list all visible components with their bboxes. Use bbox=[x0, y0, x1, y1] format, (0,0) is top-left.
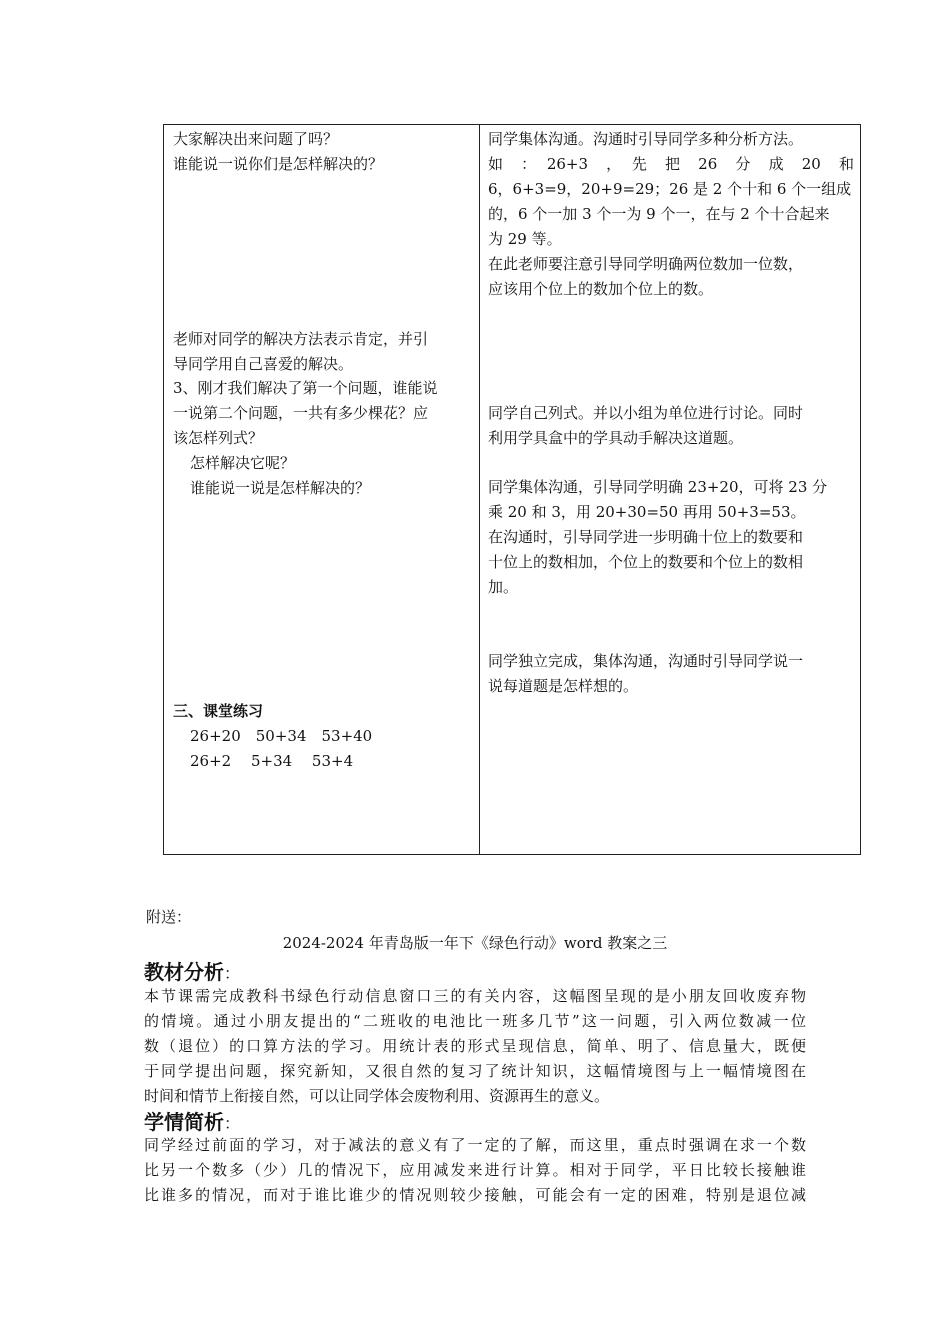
paragraph-line: 比谁多的情况，而对于谁比谁少的情况则较少接触，可能会有一定的困难，特别是退位减 bbox=[144, 1186, 806, 1204]
paragraph-line: 本节课需完成教科书绿色行动信息窗口三的有关内容，这幅图呈现的是小朋友回收废弃物 bbox=[144, 987, 806, 1005]
paragraph-line: 比另一个数多（少）几的情况下，应用减发来进行计算。相对于同学，平日比较长接触谁 bbox=[144, 1161, 806, 1179]
appendix-label: 附送： bbox=[146, 908, 192, 926]
heading-text: 教材分析 bbox=[144, 960, 224, 984]
teacher-line: 导同学用自己喜爱的解决。 bbox=[173, 355, 354, 373]
student-line: 同学集体沟通。沟通时引导同学多种分析方法。 bbox=[488, 130, 804, 148]
student-line: 为 29 等。 bbox=[488, 230, 562, 248]
teacher-line: 老师对同学的解决方法表示肯定，并引 bbox=[173, 330, 429, 348]
paragraph-line: 于同学提出问题，探究新知，又很自然的复习了统计知识，这幅情境图与上一幅情境图在 bbox=[144, 1062, 806, 1080]
document-title: 2024-2024 年青岛版一年下《绿色行动》word 教案之三 bbox=[282, 934, 668, 952]
heading-text: 学情简析 bbox=[144, 1110, 224, 1134]
column-divider bbox=[479, 125, 480, 854]
practice-row: 26+20 50+34 53+40 bbox=[190, 727, 373, 745]
teacher-line: 怎样解决它呢？ bbox=[190, 454, 296, 472]
student-line: 在此老师要注意引导同学明确两位数加一位数， bbox=[488, 255, 804, 273]
student-line: 在沟通时，引导同学进一步明确十位上的数要和 bbox=[488, 528, 804, 546]
teacher-line: 谁能说一说你们是怎样解决的？ bbox=[173, 155, 384, 173]
lesson-table bbox=[163, 124, 861, 855]
heading-colon: ： bbox=[224, 964, 241, 983]
student-line: 的，6 个一加 3 个一为 9 个一，在与 2 个十合起来 bbox=[488, 205, 830, 223]
teacher-line: 该怎样列式？ bbox=[173, 429, 264, 447]
teacher-line: 谁能说一说是怎样解决的？ bbox=[190, 479, 371, 497]
student-line: 应该用个位上的数加个位上的数。 bbox=[488, 280, 714, 298]
heading-colon: ： bbox=[224, 1114, 241, 1133]
student-line: 十位上的数相加，个位上的数要和个位上的数相 bbox=[488, 553, 804, 571]
student-line: 乘 20 和 3，用 20+30=50 再用 50+3=53。 bbox=[488, 503, 806, 521]
paragraph-line: 时间和情节上衔接自然，可以让同学体会废物利用、资源再生的意义。 bbox=[144, 1087, 610, 1105]
student-line: 同学集体沟通，引导同学明确 23+20，可将 23 分 bbox=[488, 478, 828, 496]
teacher-line: 大家解决出来问题了吗？ bbox=[173, 130, 339, 148]
student-line: 如 ： 26+3 ， 先 把 26 分 成 20 和 bbox=[488, 155, 854, 173]
student-line: 同学独立完成，集体沟通，沟通时引导同学说一 bbox=[488, 652, 804, 670]
student-line: 说每道题是怎样想的。 bbox=[488, 677, 639, 695]
paragraph-line: 的情境。通过小朋友提出的“二班收的电池比一班多几节”这一问题，引入两位数减一位 bbox=[144, 1012, 806, 1030]
student-line: 加。 bbox=[488, 578, 519, 596]
student-line: 同学自己列式。并以小组为单位进行讨论。同时 bbox=[488, 404, 804, 422]
student-line: 利用学具盒中的学具动手解决这道题。 bbox=[488, 429, 744, 447]
practice-heading: 三、课堂练习 bbox=[173, 702, 264, 720]
practice-row: 26+2 5+34 53+4 bbox=[190, 752, 354, 770]
section-heading-analysis bbox=[144, 956, 240, 985]
teacher-line: 3、刚才我们解决了第一个问题，谁能说 bbox=[173, 379, 438, 397]
teacher-line: 一说第二个问题，一共有多少棵花？应 bbox=[173, 404, 429, 422]
paragraph-line: 数（退位）的口算方法的学习。用统计表的形式呈现信息，简单、明了、信息量大，既便 bbox=[144, 1037, 806, 1055]
section-heading-learning bbox=[144, 1106, 240, 1135]
student-line: 6，6+3=9，20+9=29；26 是 2 个十和 6 个一组成 bbox=[488, 180, 852, 198]
paragraph-line: 同学经过前面的学习，对于减法的意义有了一定的了解，而这里，重点时强调在求一个数 bbox=[144, 1136, 806, 1154]
